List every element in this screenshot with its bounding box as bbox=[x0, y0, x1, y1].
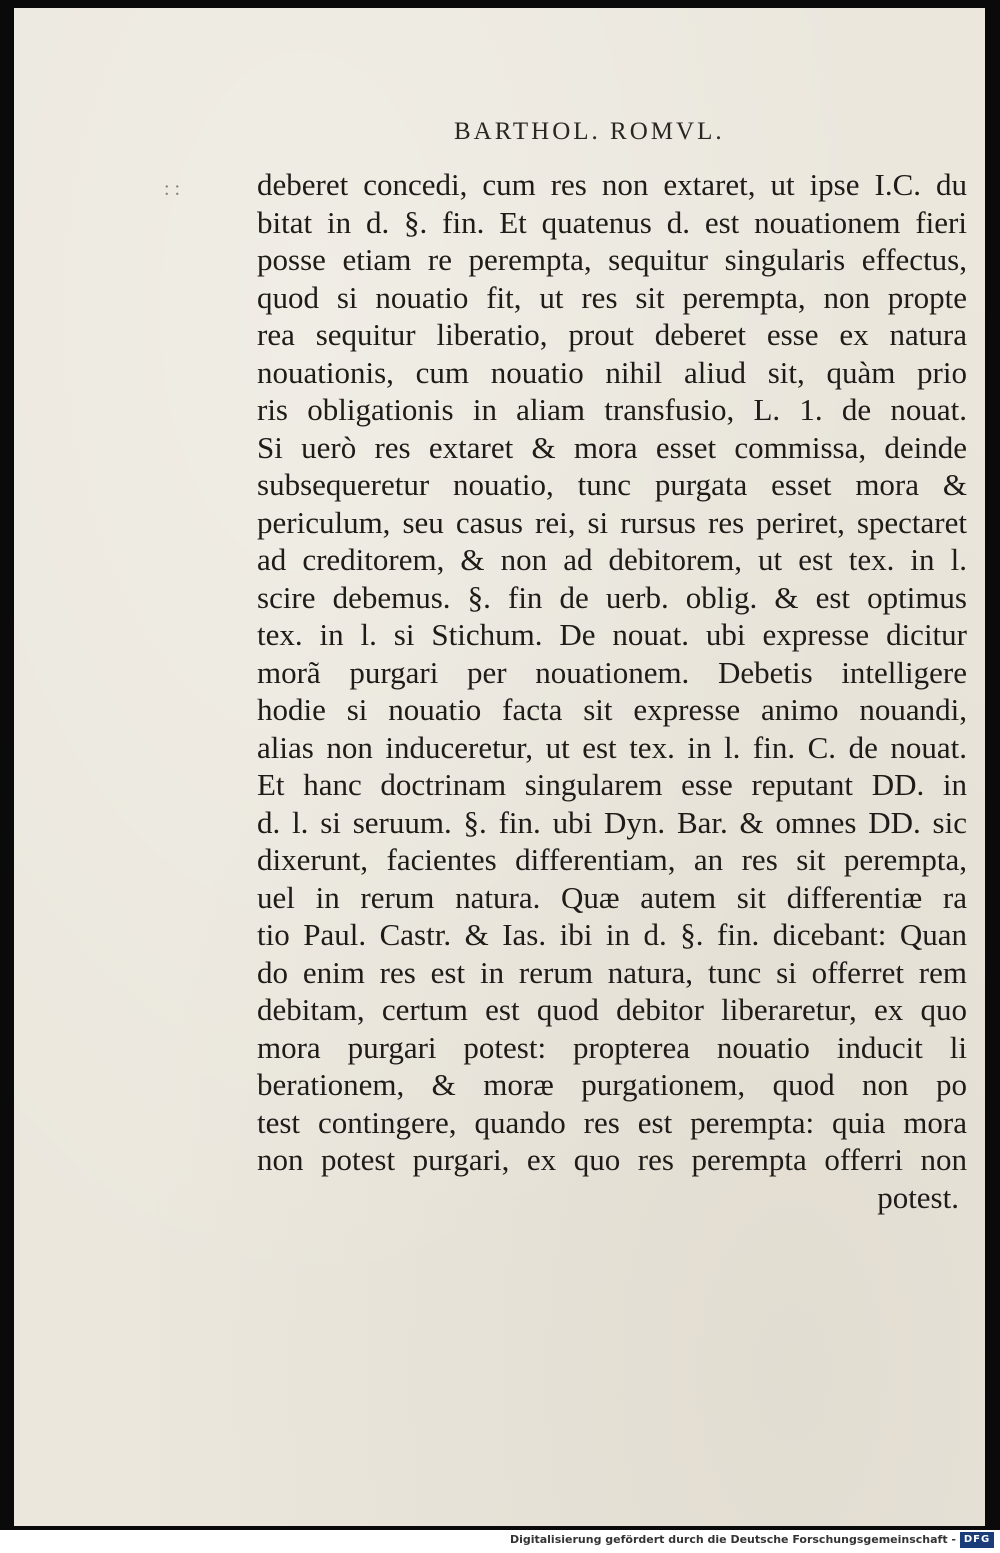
text-line: tio Paul. Castr. & Ias. ibi in d. §. fin. dicebant: Quan bbox=[257, 917, 967, 952]
page-body bbox=[257, 166, 967, 1216]
catchword: potest. bbox=[877, 1179, 959, 1215]
dfg-logo: DFG bbox=[960, 1532, 994, 1548]
text-line: uel in rerum natura. Quæ autem sit differentiæ ra bbox=[257, 879, 967, 915]
margin-mark: : : bbox=[164, 178, 181, 200]
funding-credit: Digitalisierung gefördert durch die Deutsche Forschungsgemeinschaft - bbox=[509, 1533, 956, 1546]
text-line: subsequeretur nouatio, tunc purgata esset mora & bbox=[257, 467, 967, 502]
text-line: nouationis, cum nouatio nihil aliud sit, quàm prio bbox=[257, 354, 967, 390]
text-line: periculum, seu casus rei, si rursus res periret, spectaret bbox=[257, 504, 967, 540]
text-line: do enim res est in rerum natura, tunc si offerret rem bbox=[257, 954, 967, 990]
text-line: alias non induceretur, ut est tex. in l. fin. C. de nouat. bbox=[257, 729, 967, 765]
text-line: Et hanc doctrinam singularem esse reputant DD. in bbox=[257, 767, 967, 802]
running-head: BARTHOL. ROMVL. bbox=[454, 118, 725, 145]
text-line: scire debemus. §. fin de uerb. oblig. & est optimus bbox=[257, 579, 967, 615]
text-line: dixerunt, facientes differentiam, an res sit perempta, bbox=[257, 842, 967, 877]
text-line: morã purgari per nouationem. Debetis intelligere bbox=[257, 654, 967, 690]
book-page bbox=[14, 8, 985, 1526]
text-line: tex. in l. si Stichum. De nouat. ubi expresse dicitur bbox=[257, 617, 967, 652]
text-line: bitat in d. §. fin. Et quatenus d. est nouationem fieri bbox=[257, 204, 967, 240]
text-line: non potest purgari, ex quo res perempta offerri non bbox=[257, 1142, 967, 1177]
text-line: test contingere, quando res est perempta: quia mora bbox=[257, 1104, 967, 1140]
text-line: berationem, & moræ purgationem, quod non po bbox=[257, 1067, 967, 1102]
text-line: deberet concedi, cum res non extaret, ut ipse I.C. du bbox=[257, 167, 967, 202]
text-line: mora purgari potest: propterea nouatio inducit li bbox=[257, 1029, 967, 1065]
text-line: Si uerò res extaret & mora esset commissa, deinde bbox=[257, 429, 967, 465]
text-line: posse etiam re perempta, sequitur singularis effectus, bbox=[257, 242, 967, 277]
footer-bar bbox=[0, 1530, 1000, 1553]
text-line: hodie si nouatio facta sit expresse animo nouandi, bbox=[257, 692, 967, 727]
text-line: ris obligationis in aliam transfusio, L. 1. de nouat. bbox=[257, 392, 967, 427]
text-line: ad creditorem, & non ad debitorem, ut est tex. in l. bbox=[257, 542, 967, 577]
text-line: quod si nouatio fit, ut res sit perempta, non propte bbox=[257, 279, 967, 315]
text-line: debitam, certum est quod debitor liberaretur, ex quo bbox=[257, 992, 967, 1027]
text-line: d. l. si seruum. §. fin. ubi Dyn. Bar. & omnes DD. sic bbox=[257, 804, 967, 840]
text-line: rea sequitur liberatio, prout deberet esse ex natura bbox=[257, 317, 967, 352]
